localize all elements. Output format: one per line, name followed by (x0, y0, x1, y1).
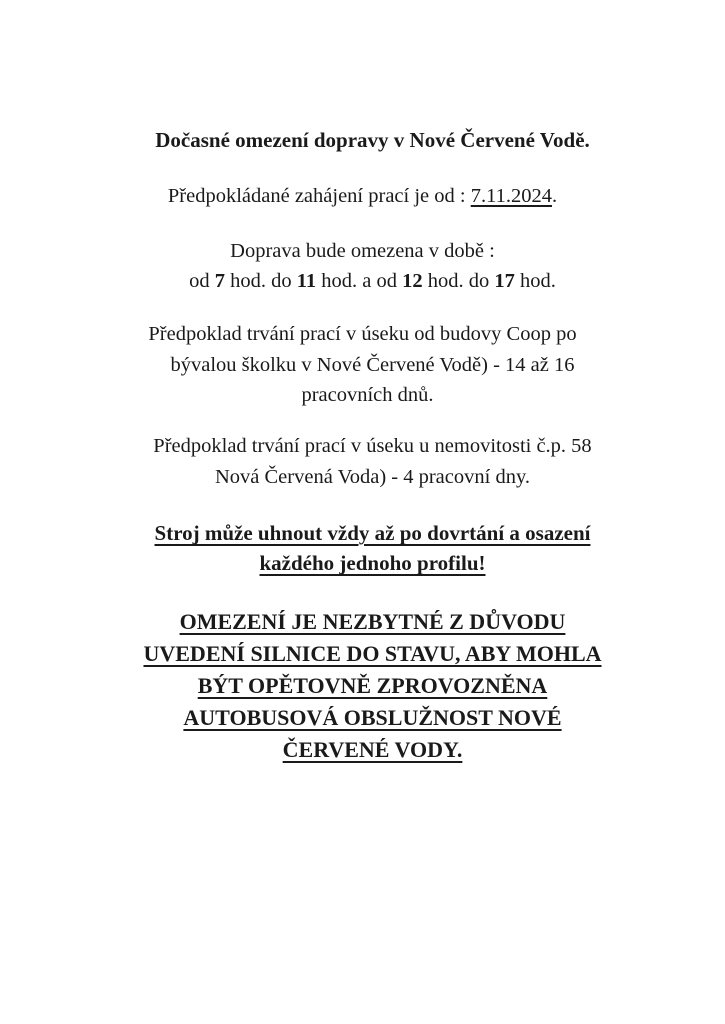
start-date-value: 7.11.2024 (470, 185, 552, 207)
hours-text: hod. do (225, 270, 297, 292)
hour-value: 7 (214, 270, 225, 292)
start-date-label: Předpokládané zahájení prací je od : (167, 185, 471, 207)
start-date-line (0, 185, 725, 208)
section2-line2: Nová Červená Voda) - 4 pracovní dny. (214, 466, 530, 488)
hour-value: 17 (494, 270, 515, 292)
section1-line2: bývalou školku v Nové Červené Vodě) - 14 až 16 (170, 354, 575, 376)
section1-line3: pracovních dnů. (301, 384, 434, 406)
reason-line4: AUTOBUSOVÁ OBSLUŽNOST NOVÉ (183, 705, 562, 730)
hours-text: hod. (514, 270, 556, 292)
section2-line1: Předpoklad trvání prací v úseku u nemovitosti č.p. 58 (153, 435, 592, 457)
hours-text: hod. a od (316, 270, 403, 292)
hour-value: 11 (296, 270, 317, 292)
reason-line1: OMEZENÍ JE NEZBYTNÉ Z DŮVODU (179, 609, 566, 634)
warning-line2: každého jednoho profilu! (259, 551, 486, 575)
section1-line1: Předpoklad trvání prací v úseku od budovy Coop po (148, 323, 577, 345)
hours-text: hod. do (422, 270, 495, 292)
reason-line2: UVEDENÍ SILNICE DO STAVU, ABY MOHLA (143, 641, 602, 666)
hour-value: 12 (402, 270, 423, 292)
start-date-suffix: . (551, 185, 558, 207)
restriction-intro: Doprava bude omezena v době : (230, 240, 495, 262)
reason-line3: BÝT OPĚTOVNĚ ZPROVOZNĚNA (197, 673, 548, 698)
warning-line1: Stroj může uhnout vždy až po dovrtání a osazení (154, 521, 591, 545)
notice-title: Dočasné omezení dopravy v Nové Červené Vodě. (155, 128, 590, 152)
hours-text: od (189, 270, 215, 292)
restriction-hours (0, 270, 725, 293)
reason-line5: ČERVENÉ VODY. (282, 737, 463, 762)
